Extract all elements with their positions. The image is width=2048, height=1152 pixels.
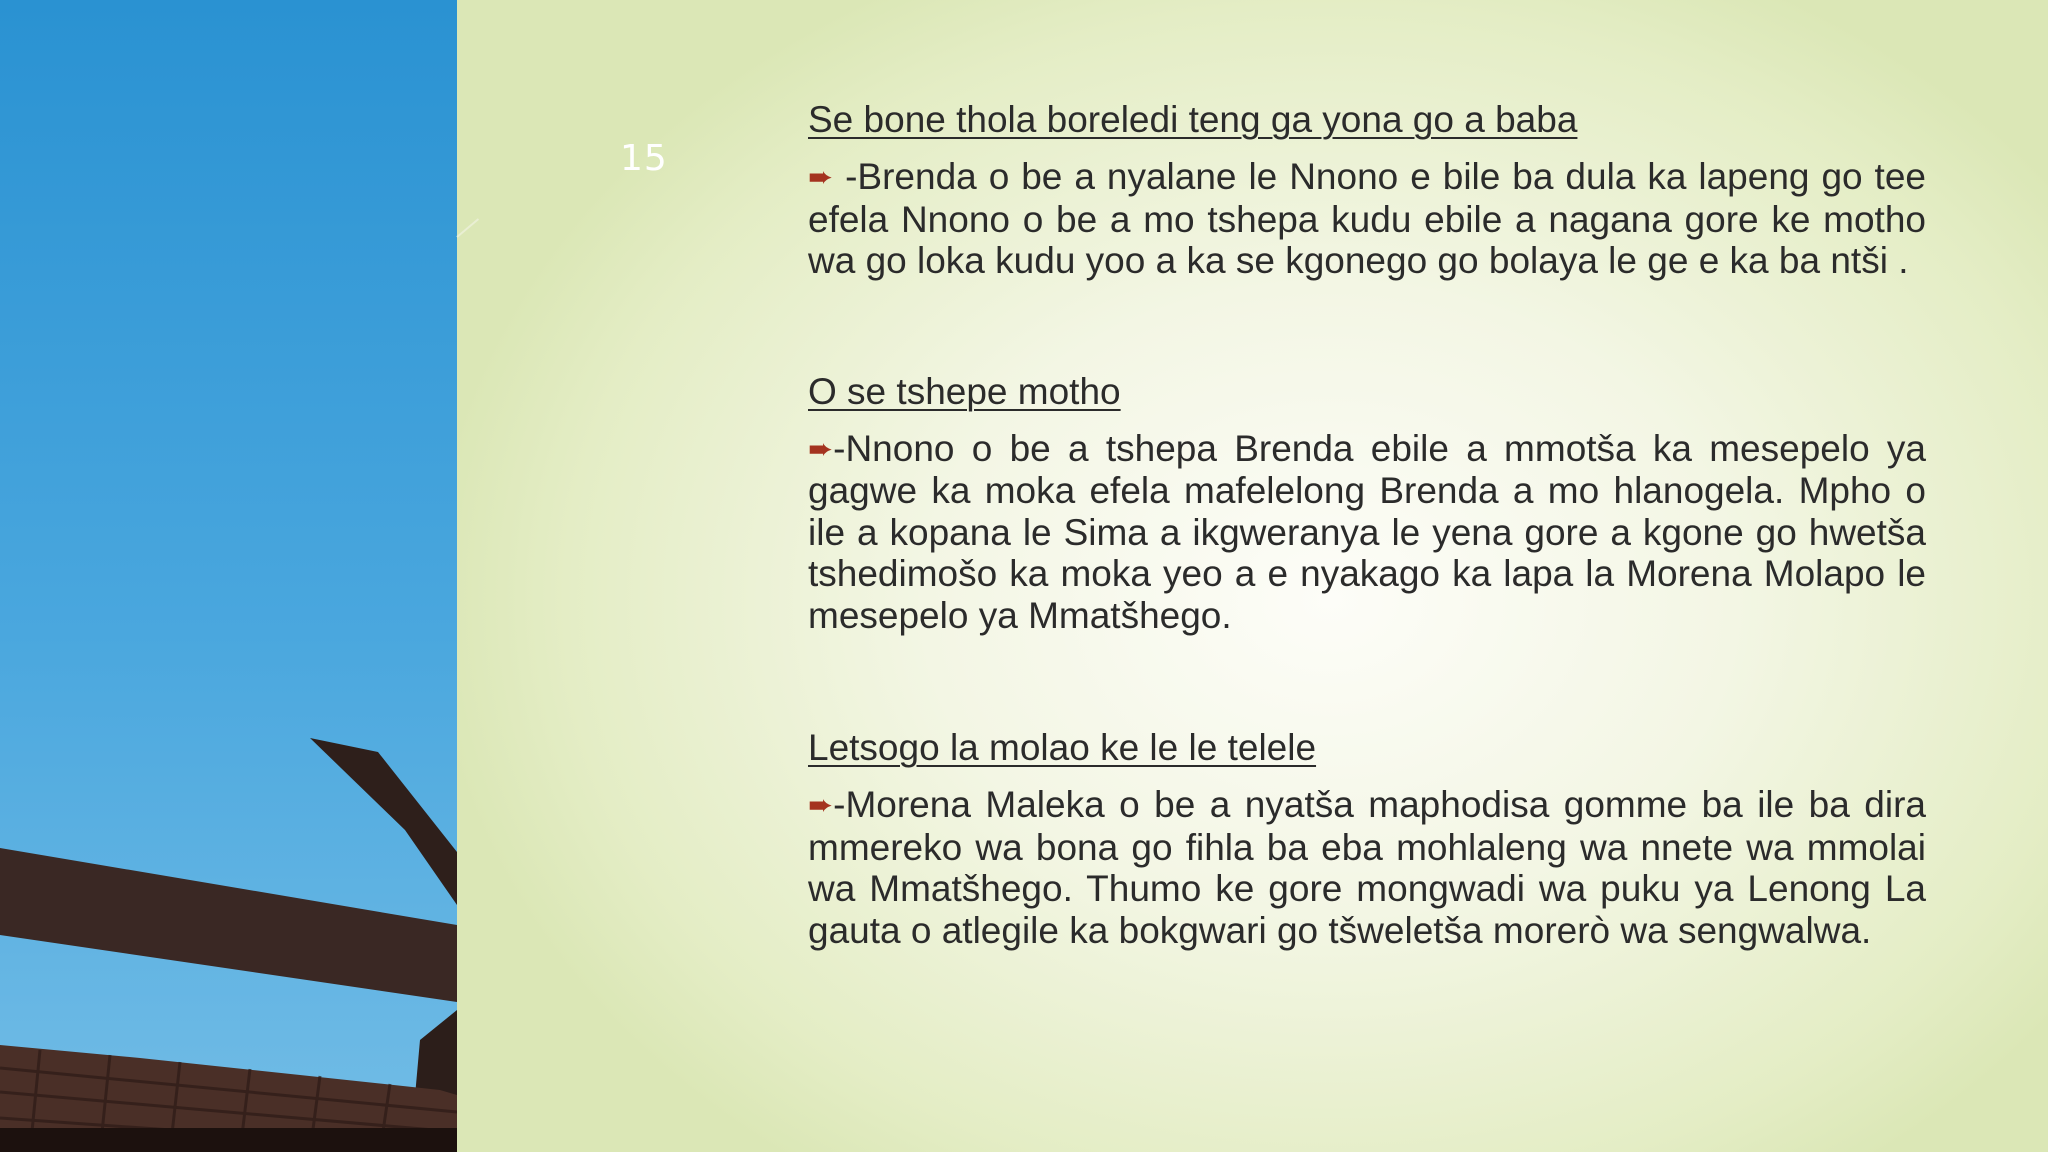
sky-rooftop-photo	[0, 0, 457, 1152]
section-body	[808, 156, 1926, 282]
arrow-bullet-icon: ➨	[808, 160, 834, 195]
slide-number: 15	[620, 138, 668, 179]
section-1	[808, 96, 1926, 282]
accent-line	[456, 218, 479, 238]
photo-image	[0, 0, 457, 1152]
section-2	[808, 368, 1926, 637]
slide-content	[808, 96, 1926, 1037]
section-text: -Nnono o be a tshepa Brenda ebile a mmotša ka mesepelo ya gagwe ka moka efela mafelelong Brenda a mo hlanogela. Mpho o ile a kopana le Sima a ikgweranya le yena gore a kgone go hwetša tshedimošo ka moka yeo a e nyakago ka lapa la Morena Molapo le mesepelo ya Mmatšhego.	[808, 427, 1926, 636]
arrow-bullet-icon: ➨	[808, 431, 834, 467]
section-title: Se bone thola boreledi teng ga yona go a baba	[808, 99, 1578, 140]
section-body	[808, 784, 1926, 951]
arrow-bullet-icon: ➨	[808, 788, 834, 823]
section-text: -Brenda o be a nyalane le Nnono e bile ba dula ka lapeng go tee efela Nnono o be a mo tshepa kudu ebile a nagana gore ke motho wa go loka kudu yoo a ka se kgonego go bolaya le ge e ka ba ntši .	[808, 156, 1926, 281]
section-title: Letsogo la molao ke le le telele	[808, 727, 1317, 768]
section-body	[808, 428, 1926, 637]
section-title: O se tshepe motho	[808, 370, 1121, 412]
section-text: -Morena Maleka o be a nyatša maphodisa gomme ba ile ba dira mmereko wa bona go fihla ba eba mohlaleng wa nnete wa mmolai wa Mmatšhego. Thumo ke gore mongwadi wa puku ya Lenong La gauta o atlegile ka bokgwari go tšweletša morerò wa sengwalwa.	[808, 784, 1926, 951]
section-3	[808, 724, 1926, 951]
